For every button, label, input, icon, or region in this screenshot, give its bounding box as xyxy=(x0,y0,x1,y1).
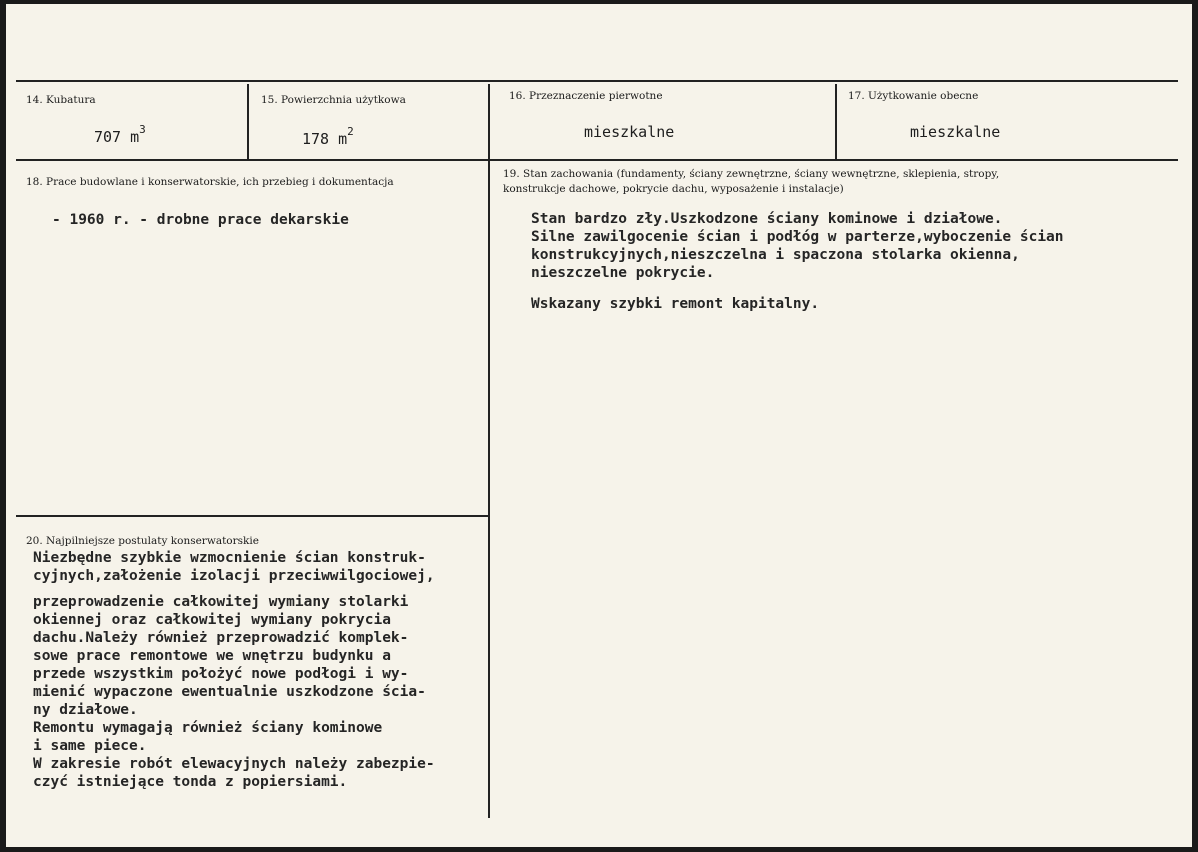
field-20-line: sowe prace remontowe we wnętrzu budynku a xyxy=(33,648,391,664)
field-14-exponent: 3 xyxy=(139,123,146,136)
field-20-line: Remontu wymagają również ściany kominowe xyxy=(33,720,383,736)
field-19-label-line-2: konstrukcje dachowe, pokrycie dachu, wyposażenie i instalacje) xyxy=(503,183,844,195)
field-20-line: okiennej oraz całkowitej wymiany pokrycia xyxy=(33,612,391,628)
field-19-line-1: Stan bardzo zły.Uszkodzone ściany kominowe i działowe. xyxy=(531,211,1003,227)
field-20-line: i same piece. xyxy=(33,738,147,754)
field-20-line: Niezbędne szybkie wzmocnienie ścian konstruk- xyxy=(33,550,426,566)
field-15-label: 15. Powierzchnia użytkowa xyxy=(261,94,406,106)
field-16-label: 16. Przeznaczenie pierwotne xyxy=(509,90,663,102)
header-bottom-rule xyxy=(16,159,1178,161)
field-20-label: 20. Najpilniejsze postulaty konserwatorskie xyxy=(26,535,259,547)
field-15-value xyxy=(302,125,354,148)
field-20-line: mienić wypaczone ewentualnie uszkodzone ścia- xyxy=(33,684,426,700)
field-15-exponent: 2 xyxy=(347,125,354,138)
field-20-line: dachu.Należy również przeprowadzić komplek- xyxy=(33,630,409,646)
field-14-number: 707 m xyxy=(94,128,140,146)
field-14-label: 14. Kubatura xyxy=(26,94,96,106)
field-20-line: cyjnych,założenie izolacji przeciwwilgociowej, xyxy=(33,568,435,584)
field-15-number: 178 m xyxy=(302,130,348,148)
field-19-label-line-1: 19. Stan zachowania (fundamenty, ściany zewnętrzne, ściany wewnętrzne, sklepienia, stropy, xyxy=(503,168,1000,180)
field-18-text: - 1960 r. - drobne prace dekarskie xyxy=(52,212,349,228)
f20-top-rule xyxy=(16,515,490,517)
field-19-line-2: Silne zawilgocenie ścian i podłóg w parterze,wyboczenie ścian xyxy=(531,229,1064,245)
field-14-value xyxy=(94,123,146,146)
field-19-line-4: nieszczelne pokrycie. xyxy=(531,265,715,281)
field-20-line: przede wszystkim położyć nowe podłogi i wy- xyxy=(33,666,409,682)
divider-14-15 xyxy=(247,84,249,160)
field-19-recommendation: Wskazany szybki remont kapitalny. xyxy=(531,296,820,312)
top-rule xyxy=(16,80,1178,82)
divider-main xyxy=(488,84,490,818)
field-16-value: mieszkalne xyxy=(584,123,675,141)
field-20-line: W zakresie robót elewacyjnych należy zabezpie- xyxy=(33,756,435,772)
field-20-line: ny działowe. xyxy=(33,702,138,718)
field-19-line-3: konstrukcyjnych,nieszczelna i spaczona stolarka okienna, xyxy=(531,247,1020,263)
field-20-line: przeprowadzenie całkowitej wymiany stolarki xyxy=(33,594,409,610)
divider-16-17 xyxy=(835,84,837,160)
field-20-line: czyć istniejące tonda z popiersiami. xyxy=(33,774,348,790)
field-18-label: 18. Prace budowlane i konserwatorskie, ich przebieg i dokumentacja xyxy=(26,176,394,188)
field-17-label: 17. Użytkowanie obecne xyxy=(848,90,979,102)
form-sheet xyxy=(6,4,1192,847)
field-17-value: mieszkalne xyxy=(910,123,1001,141)
